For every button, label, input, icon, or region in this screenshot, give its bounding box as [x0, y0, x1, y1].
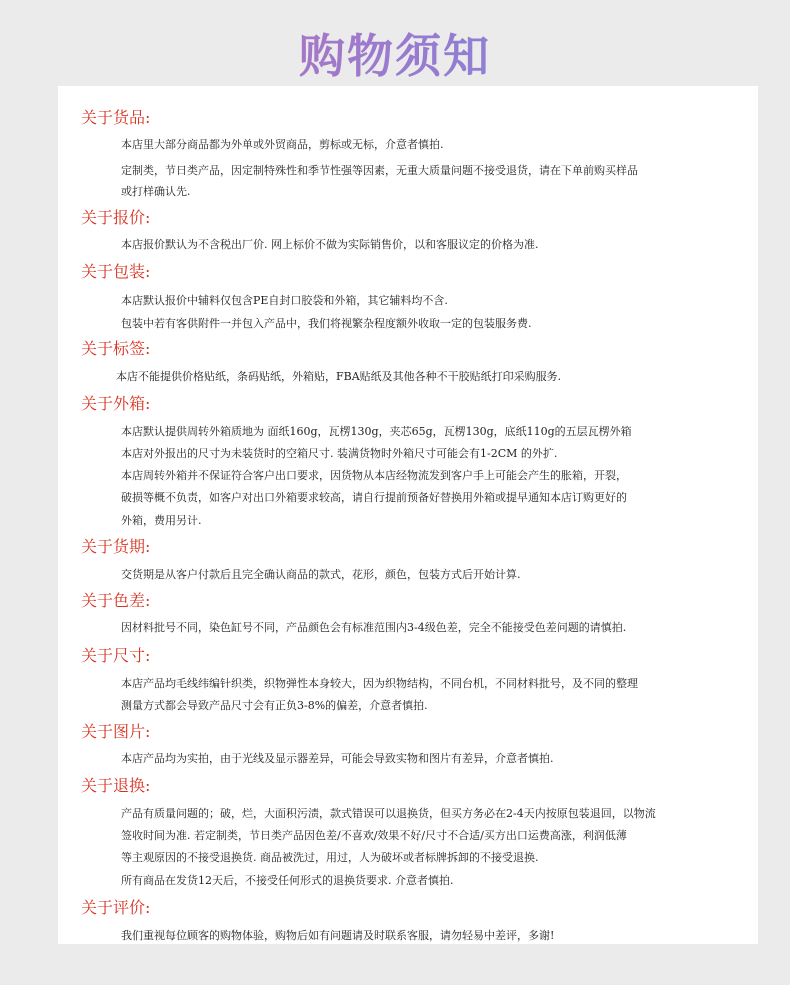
section-heading: 关于包装:	[81, 262, 151, 281]
section-text-line: 产品有质量问题的；破，烂，大面积污渍，款式错误可以退换货，但买方务必在2-4天内按原包装退回，以物流	[121, 807, 656, 820]
section-heading: 关于报价:	[81, 208, 151, 227]
section-text-line: 我们重视每位顾客的购物体验，购物后如有问题请及时联系客服，请勿轻易中差评，多谢!	[121, 929, 555, 942]
notice-sections	[58, 86, 758, 944]
section-text-line: 交货期是从客户付款后且完全确认商品的款式，花形，颜色，包装方式后开始计算.	[121, 568, 521, 581]
section-text-line: 或打样确认先.	[121, 185, 191, 198]
section-heading: 关于货品:	[81, 108, 151, 127]
section-heading: 关于尺寸:	[81, 646, 151, 665]
section-text-line: 本店默认提供周转外箱质地为 面纸160g，瓦楞130g，夹芯65g，瓦楞130g，底纸110g的五层瓦楞外箱	[121, 425, 632, 438]
section-text-line: 所有商品在发货12天后，不接受任何形式的退换货要求. 介意者慎拍.	[121, 874, 454, 887]
section-text-line: 测量方式都会导致产品尺寸会有正负3-8%的偏差，介意者慎拍.	[121, 699, 428, 712]
section-heading: 关于标签:	[81, 339, 151, 358]
section-text-line: 本店里大部分商品都为外单或外贸商品，剪标或无标，介意者慎拍.	[121, 138, 444, 151]
section-text-line: 本店报价默认为不含税出厂价. 网上标价不做为实际销售价，以和客服议定的价格为准.	[121, 238, 539, 251]
section-text-line: 破损等概不负责，如客户对出口外箱要求较高，请自行提前预备好替换用外箱或提早通知本店订购更好的	[121, 491, 627, 504]
section-text-line: 定制类，节日类产品，因定制特殊性和季节性强等因素，无重大质量问题不接受退货，请在下单前购买样品	[121, 164, 638, 177]
section-text-line: 包装中若有客供附件一并包入产品中，我们将视繁杂程度额外收取一定的包装服务费.	[121, 317, 532, 330]
section-heading: 关于退换:	[81, 776, 151, 795]
notice-panel	[58, 86, 758, 944]
section-text-line: 等主观原因的不接受退换货. 商品被洗过，用过，人为破坏或者标牌拆卸的不接受退换.	[121, 851, 539, 864]
section-text-line: 本店产品均为实拍，由于光线及显示器差异，可能会导致实物和图片有差异，介意者慎拍.	[121, 752, 554, 765]
section-heading: 关于图片:	[81, 722, 151, 741]
section-text-line: 本店默认报价中辅料仅包含PE自封口胶袋和外箱，其它辅料均不含.	[121, 294, 448, 307]
section-heading: 关于色差:	[81, 591, 151, 610]
section-text-line: 本店产品均毛线纬编针织类，织物弹性本身较大，因为织物结构，不同台机，不同材料批号，及不同的整理	[121, 677, 638, 690]
section-text-line: 本店对外报出的尺寸为未装货时的空箱尺寸. 装满货物时外箱尺寸可能会有1-2CM 的外扩.	[121, 447, 558, 460]
section-heading: 关于货期:	[81, 537, 151, 556]
section-text-line: 签收时间为准. 若定制类，节日类产品因色差/不喜欢/效果不好/尺寸不合适/买方出口运费高涨，利润低薄	[121, 829, 627, 842]
section-text-line: 外箱，费用另计.	[121, 514, 202, 527]
section-heading: 关于外箱:	[81, 394, 151, 413]
section-text-line: 本店周转外箱并不保证符合客户出口要求，因货物从本店经物流发到客户手上可能会产生的胀箱，开裂，	[121, 469, 627, 482]
page-title: 购物须知	[0, 24, 790, 88]
section-text-line: 本店不能提供价格贴纸，条码贴纸，外箱贴，FBA贴纸及其他各种不干胶贴纸打印采购服务.	[116, 370, 562, 383]
section-text-line: 因材料批号不同，染色缸号不同，产品颜色会有标准范围内3-4级色差，完全不能接受色差问题的请慎拍.	[121, 621, 627, 634]
section-heading: 关于评价:	[81, 898, 151, 917]
